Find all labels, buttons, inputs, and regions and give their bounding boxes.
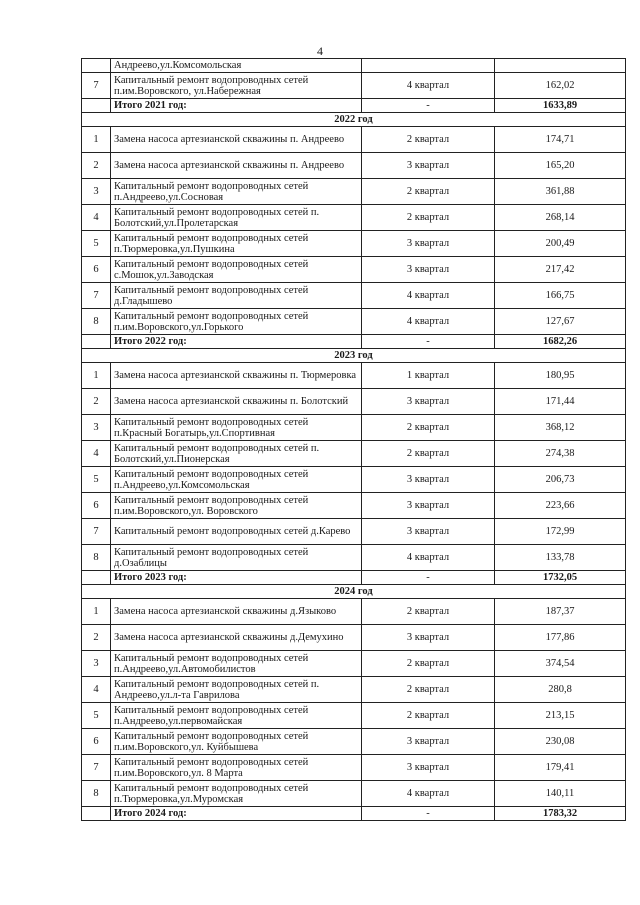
table-row [82, 415, 626, 441]
quarter-cell: 4 квартал [362, 73, 495, 99]
year-title: 2023 год [82, 349, 626, 363]
sum-cell: 213,15 [495, 703, 626, 729]
quarter-cell: 3 квартал [362, 467, 495, 493]
num-cell: 1 [82, 363, 111, 389]
num-cell: 1 [82, 599, 111, 625]
num-cell: 5 [82, 231, 111, 257]
total-label: Итого 2021 год: [111, 99, 362, 113]
table-row [82, 625, 626, 651]
quarter-cell: 3 квартал [362, 519, 495, 545]
quarter-cell: 4 квартал [362, 309, 495, 335]
sum-cell: 180,95 [495, 363, 626, 389]
quarter-cell: 1 квартал [362, 363, 495, 389]
sum-cell: 127,67 [495, 309, 626, 335]
quarter-cell [362, 59, 495, 73]
quarter-cell: 3 квартал [362, 625, 495, 651]
table-row [82, 677, 626, 703]
num-cell: 2 [82, 153, 111, 179]
name-cell: Капитальный ремонт водопроводных сетей п.им.Воровского,ул. Куйбышева [111, 729, 362, 755]
num-cell: 6 [82, 729, 111, 755]
table-row [82, 781, 626, 807]
table-row [82, 283, 626, 309]
num-cell [82, 99, 111, 113]
name-cell: Замена насоса артезианской скважины п. Андреево [111, 153, 362, 179]
num-cell: 3 [82, 179, 111, 205]
name-cell: Капитальный ремонт водопроводных сетей п. Болотский,ул.Пионерская [111, 441, 362, 467]
sum-cell: 274,38 [495, 441, 626, 467]
table-row [82, 153, 626, 179]
total-row [82, 99, 626, 113]
quarter-cell: 2 квартал [362, 599, 495, 625]
name-cell: Капитальный ремонт водопроводных сетей п.им.Воровского,ул. 8 Марта [111, 755, 362, 781]
table-row [82, 729, 626, 755]
name-cell: Капитальный ремонт водопроводных сетей п. Болотский,ул.Пролетарская [111, 205, 362, 231]
quarter-cell: 3 квартал [362, 231, 495, 257]
total-row [82, 335, 626, 349]
total-row [82, 807, 626, 821]
table-row [82, 73, 626, 99]
table-row [82, 309, 626, 335]
sum-cell: 230,08 [495, 729, 626, 755]
sum-cell: 171,44 [495, 389, 626, 415]
total-label: Итого 2024 год: [111, 807, 362, 821]
quarter-cell: 2 квартал [362, 651, 495, 677]
num-cell: 3 [82, 651, 111, 677]
quarter-cell: - [362, 335, 495, 349]
total-sum: 1732,05 [495, 571, 626, 585]
name-cell: Замена насоса артезианской скважины д.Демухино [111, 625, 362, 651]
name-cell: Капитальный ремонт водопроводных сетей п.им.Воровского,ул.Горького [111, 309, 362, 335]
total-sum: 1783,32 [495, 807, 626, 821]
name-cell: Капитальный ремонт водопроводных сетей п.Андреево,ул.Автомобилистов [111, 651, 362, 677]
table-body [82, 59, 626, 821]
quarter-cell: 2 квартал [362, 677, 495, 703]
total-sum: 1682,26 [495, 335, 626, 349]
name-cell: Капитальный ремонт водопроводных сетей п.Тюрмеровка,ул.Пушкина [111, 231, 362, 257]
quarter-cell: - [362, 571, 495, 585]
quarter-cell: 2 квартал [362, 415, 495, 441]
sum-cell: 162,02 [495, 73, 626, 99]
quarter-cell: 2 квартал [362, 205, 495, 231]
sum-cell: 200,49 [495, 231, 626, 257]
name-cell: Замена насоса артезианской скважины п. Болотский [111, 389, 362, 415]
table-row [82, 493, 626, 519]
name-cell: Капитальный ремонт водопроводных сетей п.Тюрмеровка,ул.Муромская [111, 781, 362, 807]
num-cell: 7 [82, 755, 111, 781]
table-row [82, 257, 626, 283]
sum-cell: 223,66 [495, 493, 626, 519]
table-row [82, 205, 626, 231]
table-row [82, 231, 626, 257]
sum-cell: 217,42 [495, 257, 626, 283]
num-cell: 5 [82, 703, 111, 729]
year-title: 2022 год [82, 113, 626, 127]
sum-cell: 179,41 [495, 755, 626, 781]
quarter-cell: 4 квартал [362, 545, 495, 571]
table-row [82, 389, 626, 415]
name-cell: Капитальный ремонт водопроводных сетей п.Красный Богатырь,ул.Спортивная [111, 415, 362, 441]
table-row [82, 545, 626, 571]
sum-cell: 280,8 [495, 677, 626, 703]
sum-cell: 165,20 [495, 153, 626, 179]
num-cell [82, 335, 111, 349]
sum-cell: 206,73 [495, 467, 626, 493]
name-cell: Капитальный ремонт водопроводных сетей д.Гладышево [111, 283, 362, 309]
continuation-row [82, 59, 626, 73]
quarter-cell: - [362, 99, 495, 113]
table-row [82, 703, 626, 729]
quarter-cell: 3 квартал [362, 729, 495, 755]
table-row [82, 755, 626, 781]
num-cell: 6 [82, 493, 111, 519]
table-row [82, 519, 626, 545]
num-cell: 4 [82, 677, 111, 703]
num-cell [82, 571, 111, 585]
name-cell: Капитальный ремонт водопроводных сетей п.Андреево,ул.Комсомольская [111, 467, 362, 493]
sum-cell [495, 59, 626, 73]
name-cell: Капитальный ремонт водопроводных сетей д.Озаблицы [111, 545, 362, 571]
quarter-cell: 2 квартал [362, 441, 495, 467]
num-cell [82, 59, 111, 73]
table-row [82, 441, 626, 467]
name-cell: Замена насоса артезианской скважины п. Тюрмеровка [111, 363, 362, 389]
sum-cell: 268,14 [495, 205, 626, 231]
num-cell: 5 [82, 467, 111, 493]
total-label: Итого 2023 год: [111, 571, 362, 585]
works-schedule-table [81, 58, 626, 821]
num-cell: 7 [82, 519, 111, 545]
sum-cell: 166,75 [495, 283, 626, 309]
quarter-cell: 2 квартал [362, 703, 495, 729]
name-cell: Капитальный ремонт водопроводных сетей п. Андреево,ул.л-та Гаврилова [111, 677, 362, 703]
num-cell [82, 807, 111, 821]
sum-cell: 361,88 [495, 179, 626, 205]
quarter-cell: 3 квартал [362, 257, 495, 283]
sum-cell: 177,86 [495, 625, 626, 651]
year-header-row [82, 113, 626, 127]
table-row [82, 127, 626, 153]
page-number: 4 [317, 44, 323, 58]
name-cell: Андреево,ул.Комсомольская [111, 59, 362, 73]
quarter-cell: 3 квартал [362, 389, 495, 415]
table-row [82, 467, 626, 493]
total-sum: 1633,89 [495, 99, 626, 113]
sum-cell: 187,37 [495, 599, 626, 625]
name-cell: Замена насоса артезианской скважины д.Языково [111, 599, 362, 625]
sum-cell: 172,99 [495, 519, 626, 545]
num-cell: 8 [82, 309, 111, 335]
name-cell: Капитальный ремонт водопроводных сетей п.Андреево,ул.Сосновая [111, 179, 362, 205]
table-row [82, 599, 626, 625]
name-cell: Капитальный ремонт водопроводных сетей д.Карево [111, 519, 362, 545]
name-cell: Капитальный ремонт водопроводных сетей с.Мошок,ул.Заводская [111, 257, 362, 283]
table-row [82, 651, 626, 677]
num-cell: 2 [82, 625, 111, 651]
sum-cell: 368,12 [495, 415, 626, 441]
name-cell: Капитальный ремонт водопроводных сетей п.им.Воровского, ул.Набережная [111, 73, 362, 99]
quarter-cell: - [362, 807, 495, 821]
name-cell: Замена насоса артезианской скважины п. Андреево [111, 127, 362, 153]
num-cell: 7 [82, 73, 111, 99]
sum-cell: 133,78 [495, 545, 626, 571]
table-row [82, 363, 626, 389]
num-cell: 4 [82, 441, 111, 467]
quarter-cell: 4 квартал [362, 283, 495, 309]
total-row [82, 571, 626, 585]
num-cell: 4 [82, 205, 111, 231]
year-header-row [82, 349, 626, 363]
name-cell: Капитальный ремонт водопроводных сетей п.Андреево,ул.первомайская [111, 703, 362, 729]
num-cell: 8 [82, 781, 111, 807]
name-cell: Капитальный ремонт водопроводных сетей п.им.Воровского,ул. Воровского [111, 493, 362, 519]
num-cell: 7 [82, 283, 111, 309]
sum-cell: 174,71 [495, 127, 626, 153]
sum-cell: 140,11 [495, 781, 626, 807]
num-cell: 6 [82, 257, 111, 283]
quarter-cell: 3 квартал [362, 755, 495, 781]
num-cell: 1 [82, 127, 111, 153]
quarter-cell: 3 квартал [362, 153, 495, 179]
total-label: Итого 2022 год: [111, 335, 362, 349]
year-title: 2024 год [82, 585, 626, 599]
quarter-cell: 4 квартал [362, 781, 495, 807]
quarter-cell: 3 квартал [362, 493, 495, 519]
sum-cell: 374,54 [495, 651, 626, 677]
quarter-cell: 2 квартал [362, 179, 495, 205]
table-row [82, 179, 626, 205]
quarter-cell: 2 квартал [362, 127, 495, 153]
num-cell: 3 [82, 415, 111, 441]
num-cell: 8 [82, 545, 111, 571]
year-header-row [82, 585, 626, 599]
num-cell: 2 [82, 389, 111, 415]
